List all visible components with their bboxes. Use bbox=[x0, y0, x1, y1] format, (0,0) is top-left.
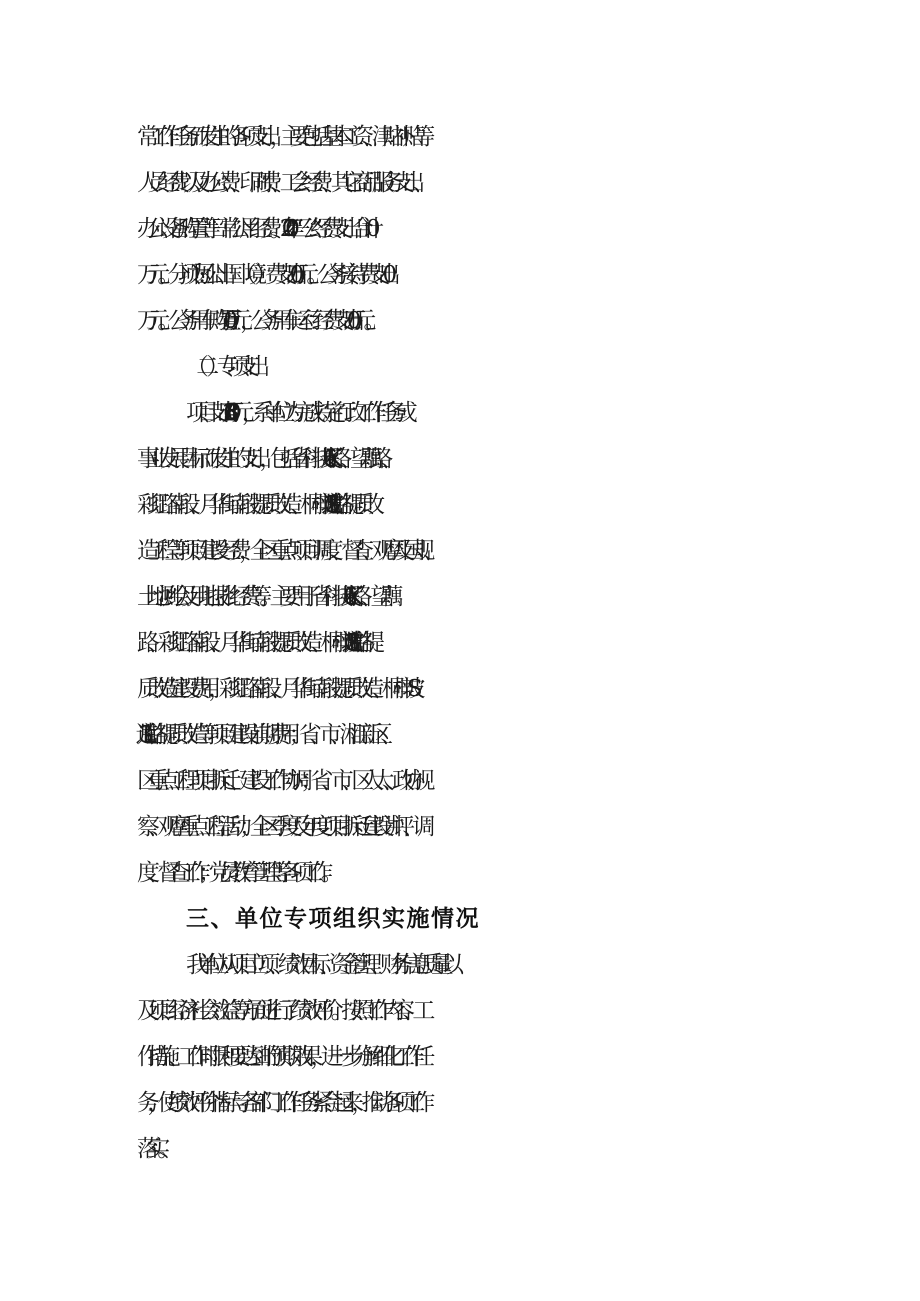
body-text-line: 人员经费以及办公费、印刷费、工会经费、其它商品服务支出、 bbox=[137, 170, 423, 196]
body-text-line: 常工作任务而发生的各项支出，主要包括基本工资、津贴补贴等 bbox=[137, 124, 423, 150]
body-text-line: 及项目经济社会效益等方面进行了绩效评价。按照工作内容、工 bbox=[137, 998, 423, 1024]
body-text-line: 办公设备购置等日常公用经费。2020 年“三公”经费支出合计 0 bbox=[137, 216, 368, 242]
body-text-line: 度、督查工作；党员教育管理等各项工作。 bbox=[137, 860, 331, 886]
body-text-line: 彩虹路南段、月华街南段提质改造、桐梓坡 S 片 L-3 道路提质改 bbox=[137, 492, 373, 518]
body-text-line: 察、观摩重点工程活动；全区季度及年度项目拆迁建设讲评、调 bbox=[137, 814, 423, 840]
body-text-line: 造工程等项目建设经费，全区重点项目调度、督查、观摩及国规、 bbox=[137, 538, 433, 564]
body-text-line: 作措施、工作时限和要达到的预期效果，进一步分解细化工作任 bbox=[137, 1044, 423, 1070]
paragraph-first-line: 项目支出 1380.64 万元，系单位为完成特定行政工作任务或 bbox=[186, 400, 405, 426]
body-text-line: 质改造建设费用，彩虹路南段、月华街南段提质改造、桐梓坡 S bbox=[137, 676, 410, 702]
body-text-line: 事业发展目标而发生的支出，包括省科技厅 K-6 支路、望藕路、 bbox=[137, 446, 391, 472]
body-text-line: 路、彩虹路南段、月华街南段提质改造、桐梓坡 S 片 L-3 道路提 bbox=[137, 630, 373, 656]
body-text-line: 万元。分项为:因公出国（境）费支出 0 万元。公务接待费支出 0 bbox=[137, 262, 385, 288]
subsection-title: （二）专项支出 bbox=[186, 354, 258, 380]
body-text-line: 土地测绘及用地报批经费等。主要用于省科技厅 K-6 支路、望藕 bbox=[137, 584, 391, 610]
body-text-line: 片 L-3 道路提质改造等项目建设前期费用；省、市、湘江新区、 bbox=[137, 722, 391, 748]
body-text-line: 务，使绩效评价指标与各部门工作任务紧合起来，推动各项工作 bbox=[137, 1090, 423, 1116]
body-text-line: 落实。 bbox=[137, 1136, 168, 1162]
body-text-line: 区重点工程项目拆迁、建设工作协调；省、市、区人大、政协视 bbox=[137, 768, 423, 794]
section-heading: 三、单位专项组织实施情况 bbox=[186, 906, 480, 932]
body-text-line: 万元。公务用车购置 0 万元，公务用车运行经费支出 0 万元。 bbox=[137, 308, 374, 334]
paragraph-first-line: 我单位从项目立项、绩效目标、资金管理、财务信息质量以 bbox=[186, 952, 452, 978]
